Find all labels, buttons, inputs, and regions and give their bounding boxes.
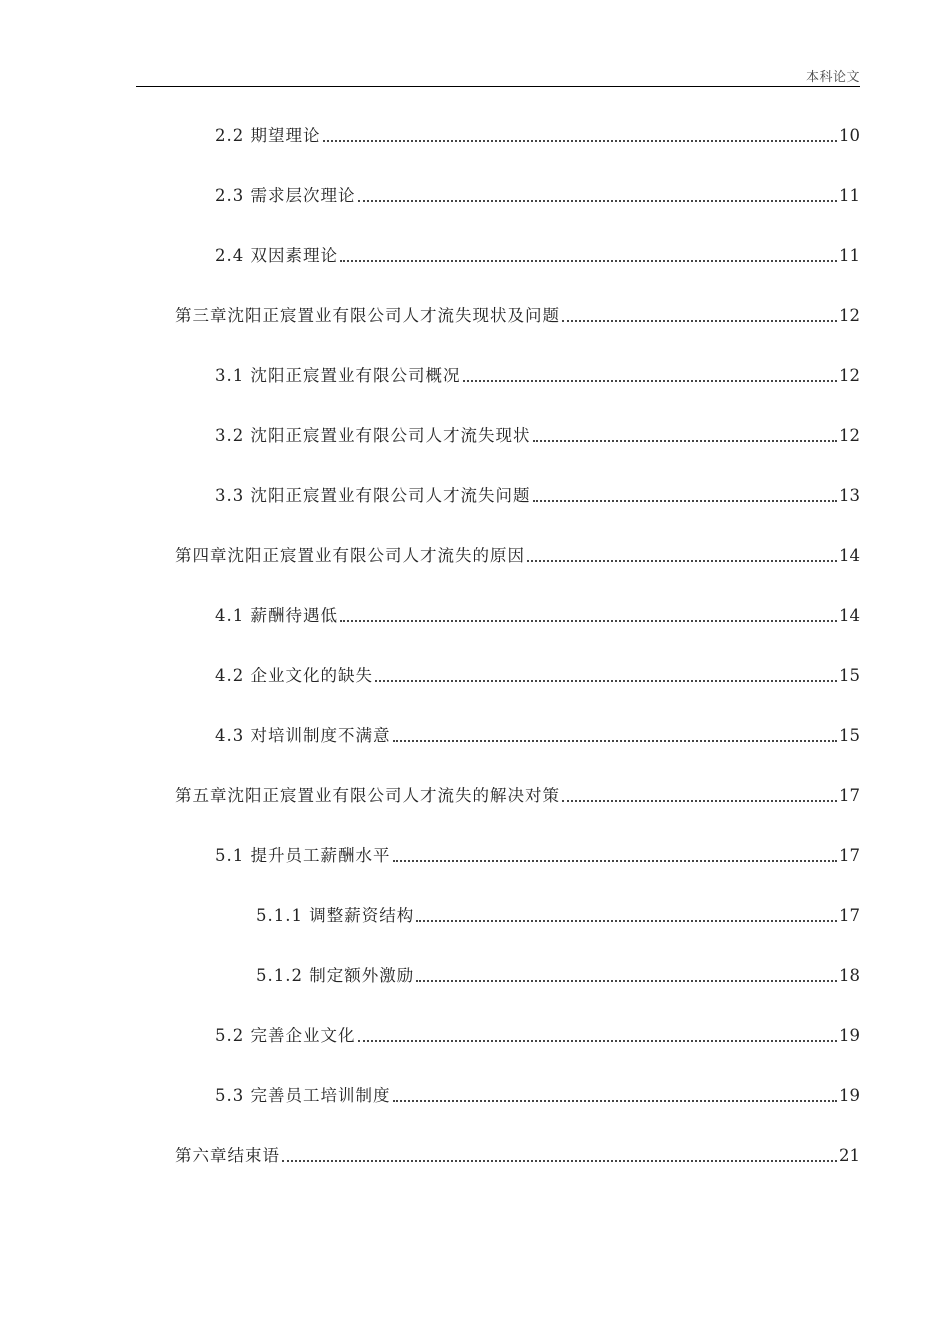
toc-entry[interactable]	[215, 664, 860, 688]
toc-leader-dots	[375, 680, 837, 682]
toc-entry[interactable]	[175, 1144, 860, 1168]
toc-entry[interactable]	[215, 124, 860, 148]
toc-leader-dots	[323, 140, 838, 142]
toc-entry[interactable]	[215, 1024, 860, 1048]
toc-leader-dots	[533, 440, 838, 442]
toc-entry-page: 17	[839, 906, 860, 925]
toc-leader-dots	[527, 560, 837, 562]
toc-entry-page: 18	[839, 966, 860, 985]
toc-leader-dots	[562, 320, 837, 322]
toc-leader-dots	[533, 500, 838, 502]
toc-entry-title: 4.2 企业文化的缺失	[215, 666, 373, 685]
toc-entry-title: 5.1 提升员工薪酬水平	[215, 846, 391, 865]
toc-entry-title: 3.2 沈阳正宸置业有限公司人才流失现状	[215, 426, 531, 445]
toc-entry[interactable]	[215, 484, 860, 508]
toc-entry-page: 14	[839, 546, 860, 565]
toc-leader-dots	[393, 740, 838, 742]
toc-leader-dots	[393, 860, 838, 862]
toc-entry[interactable]	[215, 1084, 860, 1108]
toc-entry[interactable]	[256, 964, 860, 988]
toc-entry[interactable]	[215, 724, 860, 748]
toc-entry-page: 12	[839, 366, 860, 385]
toc-entry[interactable]	[175, 784, 860, 808]
toc-entry[interactable]	[215, 244, 860, 268]
toc-entry-title: 4.1 薪酬待遇低	[215, 606, 338, 625]
toc-entry-title: 5.1.2 制定额外激励	[256, 966, 415, 985]
toc-entry-page: 15	[839, 726, 860, 745]
toc-entry-title: 4.3 对培训制度不满意	[215, 726, 391, 745]
toc-entry-page: 17	[839, 846, 860, 865]
toc-entry[interactable]	[215, 604, 860, 628]
toc-entry[interactable]	[175, 304, 860, 328]
toc-entry-page: 12	[839, 426, 860, 445]
toc-leader-dots	[463, 380, 838, 382]
toc-entry-page: 13	[839, 486, 860, 505]
toc-entry-title: 5.2 完善企业文化	[215, 1026, 356, 1045]
toc-entry-title: 3.3 沈阳正宸置业有限公司人才流失问题	[215, 486, 531, 505]
toc-entry-page: 10	[839, 126, 860, 145]
toc-entry-page: 12	[839, 306, 860, 325]
toc-entry-page: 19	[839, 1026, 860, 1045]
toc-leader-dots	[562, 800, 837, 802]
toc-entry-title: 5.3 完善员工培训制度	[215, 1086, 391, 1105]
toc-entry[interactable]	[215, 844, 860, 868]
toc-entry-page: 19	[839, 1086, 860, 1105]
toc-entry[interactable]	[256, 904, 860, 928]
toc-entry-page: 17	[839, 786, 860, 805]
toc-entry-title: 2.4 双因素理论	[215, 246, 338, 265]
toc-leader-dots	[358, 200, 838, 202]
toc-leader-dots	[340, 260, 837, 262]
toc-leader-dots	[358, 1040, 838, 1042]
toc-entry-title: 2.3 需求层次理论	[215, 186, 356, 205]
toc-leader-dots	[340, 620, 837, 622]
toc-entry-page: 14	[839, 606, 860, 625]
toc-entry-title: 第四章沈阳正宸置业有限公司人才流失的原因	[175, 546, 525, 565]
toc-entry-title: 第六章结束语	[175, 1146, 280, 1165]
toc-entry-page: 11	[839, 246, 860, 265]
toc-leader-dots	[416, 920, 837, 922]
toc-entry[interactable]	[215, 424, 860, 448]
toc-entry[interactable]	[175, 544, 860, 568]
toc-entry-page: 15	[839, 666, 860, 685]
toc-entry-title: 第五章沈阳正宸置业有限公司人才流失的解决对策	[175, 786, 560, 805]
toc-entry-page: 21	[839, 1146, 860, 1165]
toc-entry-title: 第三章沈阳正宸置业有限公司人才流失现状及问题	[175, 306, 560, 325]
toc-entry[interactable]	[215, 184, 860, 208]
toc-entry-title: 3.1 沈阳正宸置业有限公司概况	[215, 366, 461, 385]
toc-leader-dots	[282, 1160, 837, 1162]
toc-leader-dots	[416, 980, 837, 982]
toc-entry[interactable]	[215, 364, 860, 388]
toc-entry-title: 2.2 期望理论	[215, 126, 321, 145]
toc-entry-page: 11	[839, 186, 860, 205]
header-text: 本科论文	[805, 70, 860, 85]
toc-leader-dots	[393, 1100, 838, 1102]
toc-entry-title: 5.1.1 调整薪资结构	[256, 906, 415, 925]
